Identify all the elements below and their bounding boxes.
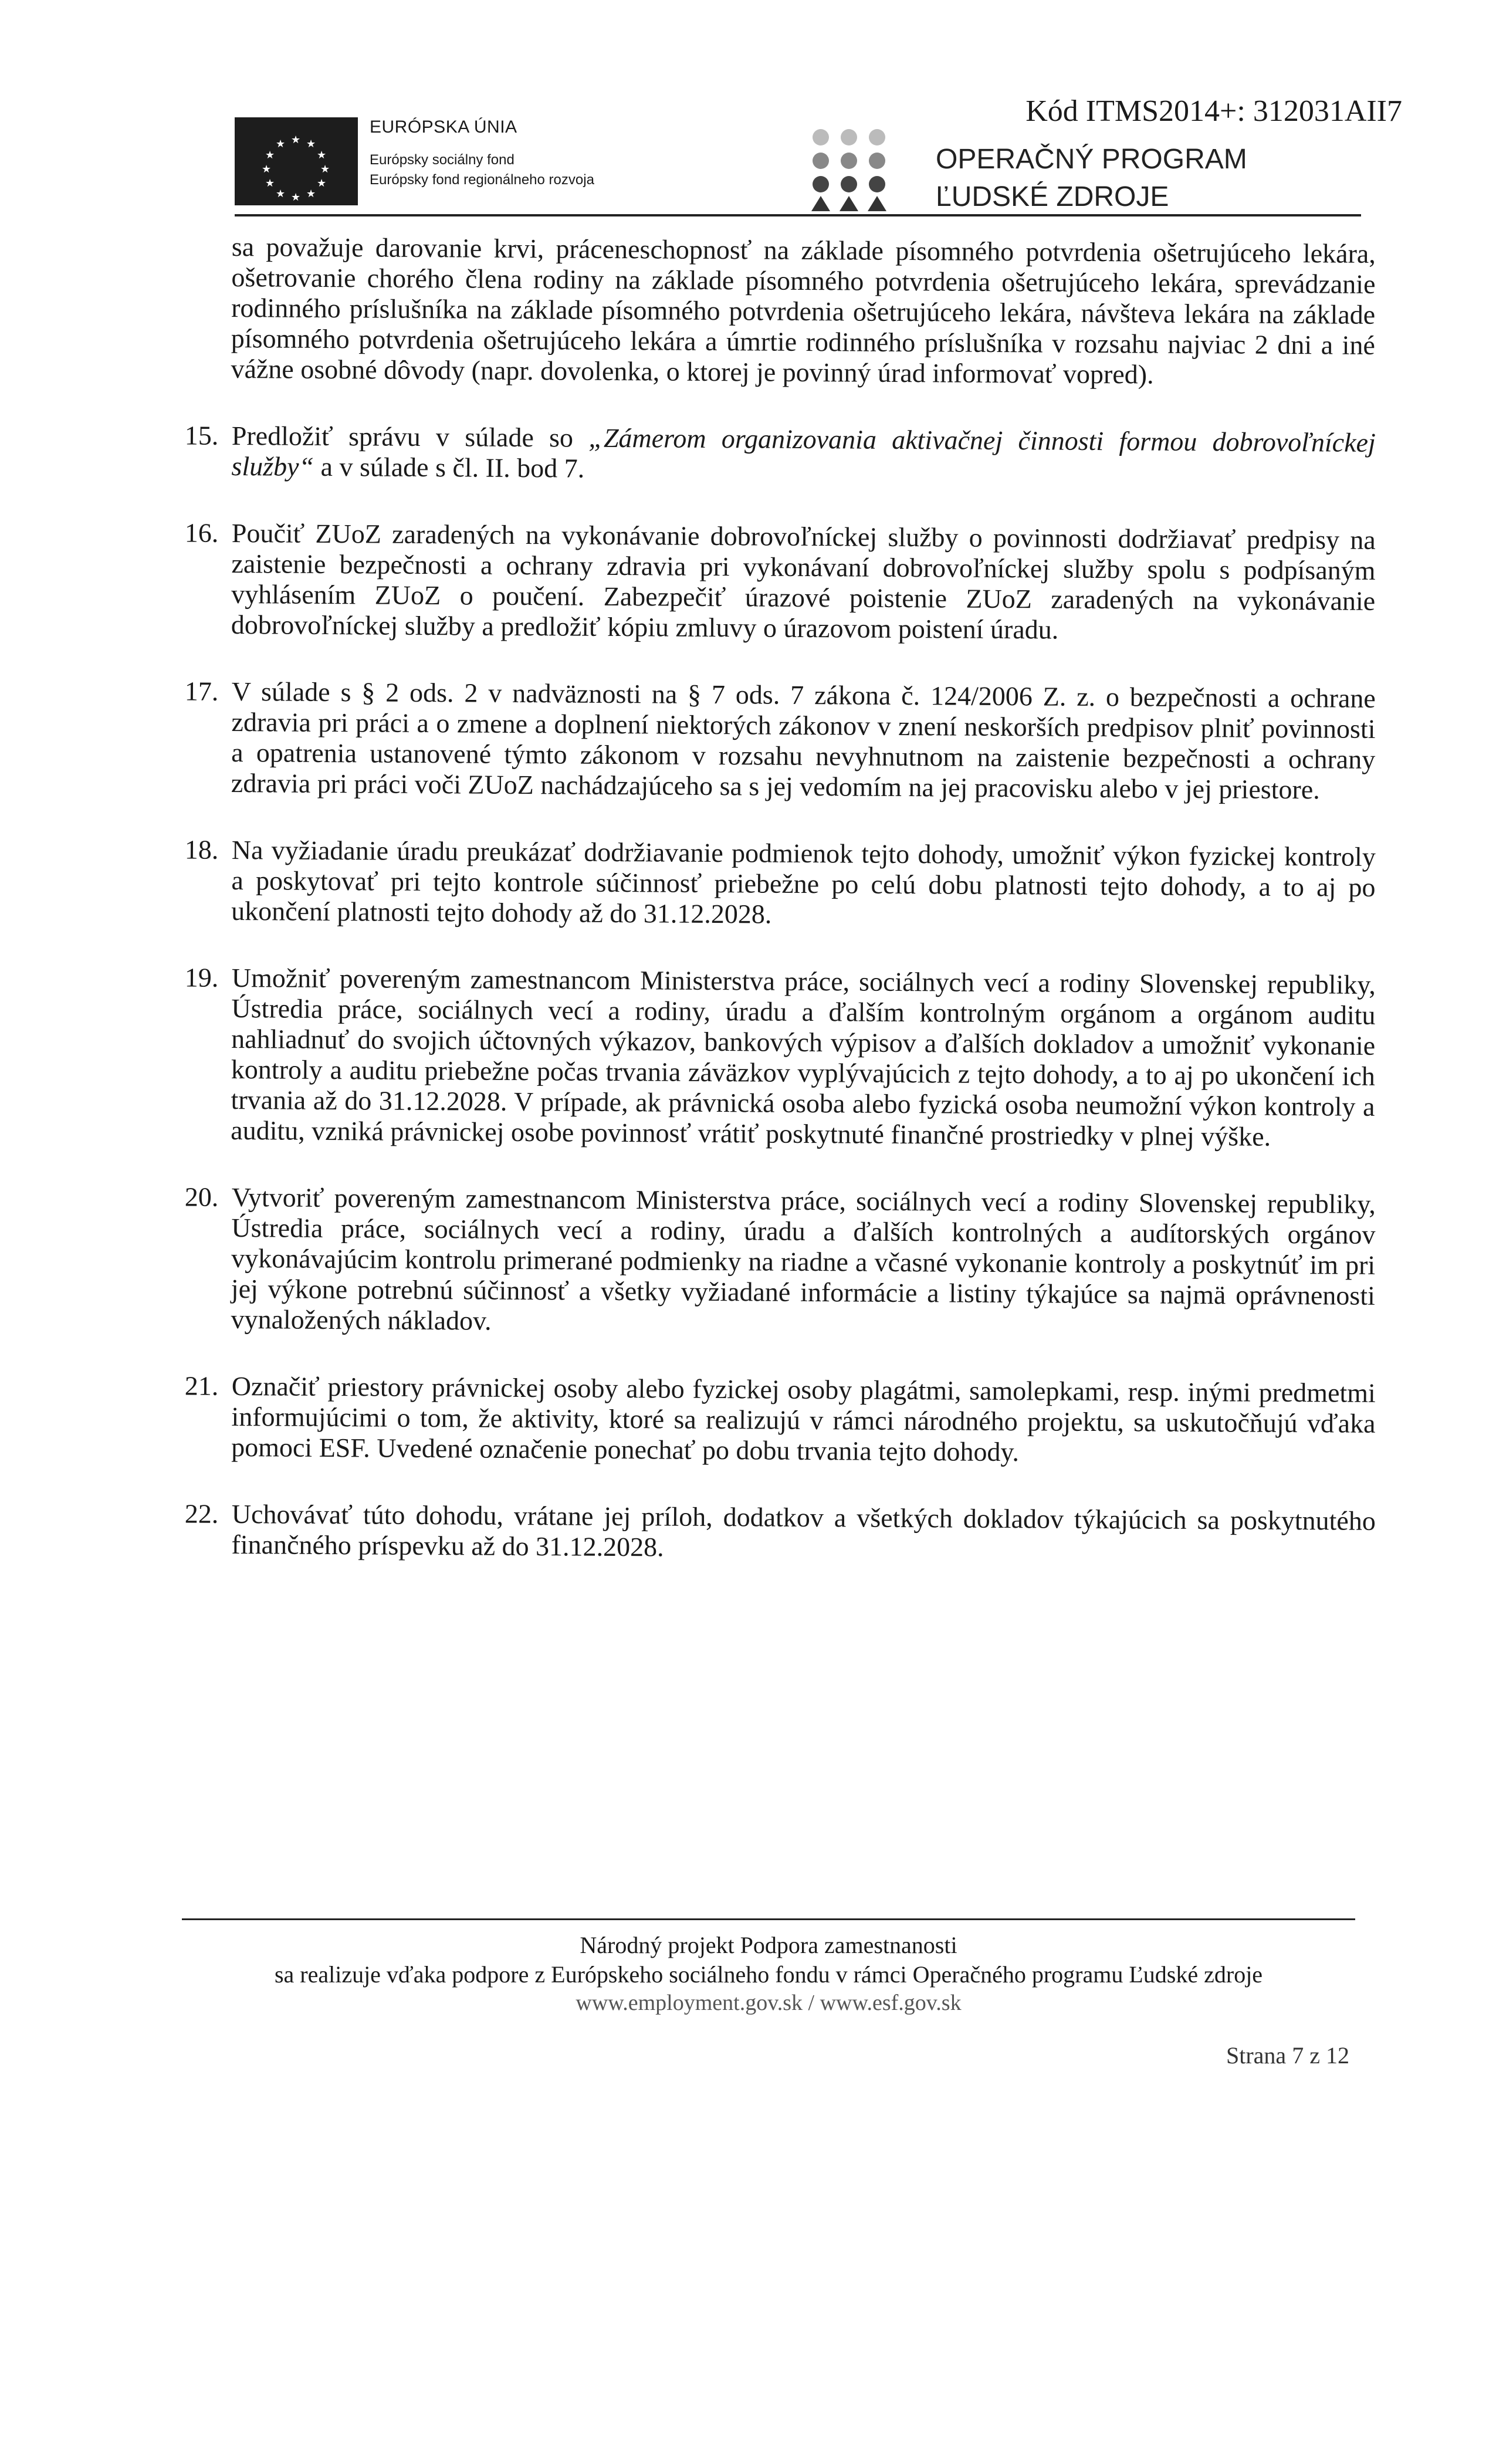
item-text: Uchovávať túto dohodu, vrátane jej príloh, dodatkov a všetkých dokladov týkajúcich sa poskytnutého finančného príspevku až do 31.12.2028. <box>231 1499 1376 1562</box>
item-text: Na vyžiadanie úradu preukázať dodržiavanie podmienok tejto dohody, umožniť výkon fyzickej kontroly a poskytovať pri tejto kontrole súčinnosť priebežne po celú dobu platnosti tejto dohody, a to aj po ukončení platnosti tejto dohody až do 31.12.2028. <box>231 835 1376 929</box>
list-item-20 <box>184 1182 1376 1342</box>
footer-funding: sa realizuje vďaka podpore z Európskeho sociálneho fondu v rámci Operačného programu Ľudské zdroje <box>274 1961 1263 1988</box>
item-text: Vytvoriť povereným zamestnancom Ministerstva práce, sociálnych vecí a rodiny Slovenskej republiky, Ústredia práce, sociálnych vecí a rodiny, úradu a ďalších kontrolných a audítorských orgánov vykonávajúcim kontrolu primerané podmienky na riadne a včasné vykonanie kontroly a poskytnúť im pri jej výkone potrebnú súčinnosť a všetky vyžiadané informácie a listiny týkajúce sa najmä oprávnenosti vynaložených nákladov. <box>231 1182 1376 1336</box>
op-dots-logo <box>807 129 895 211</box>
list-item-19 <box>184 962 1376 1153</box>
item-number: 19. <box>184 962 219 993</box>
document-body <box>184 232 1376 1562</box>
eu-logo-text <box>370 117 616 190</box>
item-number: 22. <box>184 1498 219 1529</box>
list-item-18 <box>184 834 1376 933</box>
item-text <box>231 421 1376 489</box>
item-text: Označiť priestory právnickej osoby alebo fyzickej osoby plagátmi, samolepkami, resp. inými predmetmi informujúcimi o tom, že aktivity, ktoré sa realizujú v rámci národného projektu, sa uskutočňujú vďaka pomoci ESF. Uvedené označenie ponechať po dobu trvania tejto dohody. <box>231 1371 1376 1467</box>
eu-fund-esf: Európsky sociálny fond <box>370 152 515 168</box>
op-title <box>936 141 1247 216</box>
eu-title: EURÓPSKA ÚNIA <box>370 117 517 137</box>
header-divider <box>235 214 1361 216</box>
op-title-line2: ĽUDSKÉ ZDROJE <box>936 181 1169 212</box>
page-header <box>235 82 1402 217</box>
eu-flag-logo: ★ ★ ★ ★ ★ ★ ★ ★ ★ ★ ★ ★ <box>235 117 358 205</box>
item-number: 15. <box>184 420 219 451</box>
item-number: 20. <box>184 1182 219 1212</box>
list-item-16 <box>184 517 1376 647</box>
item-text: Umožniť povereným zamestnancom Ministerstva práce, sociálnych vecí a rodiny Slovenskej republiky, Ústredia práce, sociálnych vecí a rodiny, úradu a ďalším kontrolným orgánom a orgánom auditu nahliadnuť do svojich účtovných výkazov, bankových výpisov a ďalších dokladov a umožniť vykonanie kontroly a auditu priebežne počas trvania záväzkov vyplývajúcich z tejto dohody, a to aj po ukončení ich trvania až do 31.12.2028. V prípade, ak právnická osoba alebo fyzická osoba neumožní výkon kontroly a auditu, vzniká právnickej osobe povinnosť vrátiť poskytnuté finančné prostriedky v plnej výške. <box>231 963 1376 1152</box>
list-item-15 <box>184 420 1376 489</box>
item-number: 17. <box>184 676 219 706</box>
item-number: 16. <box>184 517 219 548</box>
obligations-list <box>184 420 1376 1562</box>
intro-paragraph: sa považuje darovanie krvi, práceneschopnosť na základe písomného potvrdenia ošetrujúceho lekára, ošetrovanie chorého člena rodiny na základe písomného potvrdenia ošetrujúceho lekára, sprevádzanie rodinného príslušníka na základe písomného potvrdenia ošetrujúceho lekára, návšteva lekára na základe písomného potvrdenia ošetrujúceho lekára a úmrtie rodinného príslušníka v rozsahu najviac 2 dni a iné vážne osobné dôvody (napr. dovolenka, o ktorej je povinný úrad informovať vopred). <box>231 232 1376 390</box>
item-text-part: Predložiť správu v súlade so <box>231 421 589 453</box>
item-number: 21. <box>184 1370 219 1401</box>
list-item-21 <box>184 1370 1376 1470</box>
itms-code: Kód ITMS2014+: 312031AII7 <box>1025 94 1402 128</box>
item-text: V súlade s § 2 ods. 2 v nadväznosti na § 7 ods. 7 zákona č. 124/2006 Z. z. o bezpečnosti a ochrane zdravia pri práci a o zmene a doplnení niektorých zákonov v znení neskorších predpisov plniť povinnosti a opatrenia ustanovené týmto zákonom v rozsahu nevyhnutnom na zaistenie bezpečnosti a ochrany zdravia pri práci voči ZUoZ nachádzajúceho sa s jej vedomím na jej pracovisku alebo v jej priestore. <box>231 676 1376 805</box>
list-item-17 <box>184 676 1376 805</box>
footer-divider <box>182 1918 1355 1920</box>
item-text: Poučiť ZUoZ zaradených na vykonávanie dobrovoľníckej služby o povinnosti dodržiavať predpisy na zaistenie bezpečnosti a ochrany zdravia pri vykonávaní dobrovoľníckej služby spolu s podpísaným vyhlásením ZUoZ o poučení. Zabezpečiť úrazové poistenie ZUoZ zaradených na vykonávanie dobrovoľníckej služby a predložiť kópiu zmluvy o úrazovom poistení úradu. <box>231 518 1376 645</box>
footer-websites: www.employment.gov.sk / www.esf.gov.sk <box>576 1991 962 2015</box>
item-number: 18. <box>184 834 219 865</box>
page-number: Strana 7 z 12 <box>1226 2042 1349 2069</box>
op-title-line1: OPERAČNÝ PROGRAM <box>936 144 1247 175</box>
item-text-part: a v súlade s čl. II. bod 7. <box>313 451 585 483</box>
footer-project: Národný projekt Podpora zamestnanosti <box>580 1932 957 1958</box>
item-text-italic: „Zámerom organizovania aktivačnej činnosti formou dobrovoľníckej služby“ <box>231 422 1376 482</box>
page-footer <box>182 1918 1355 2016</box>
list-item-22 <box>184 1498 1376 1567</box>
eu-fund-erdf: Európsky fond regionálneho rozvoja <box>370 172 594 188</box>
